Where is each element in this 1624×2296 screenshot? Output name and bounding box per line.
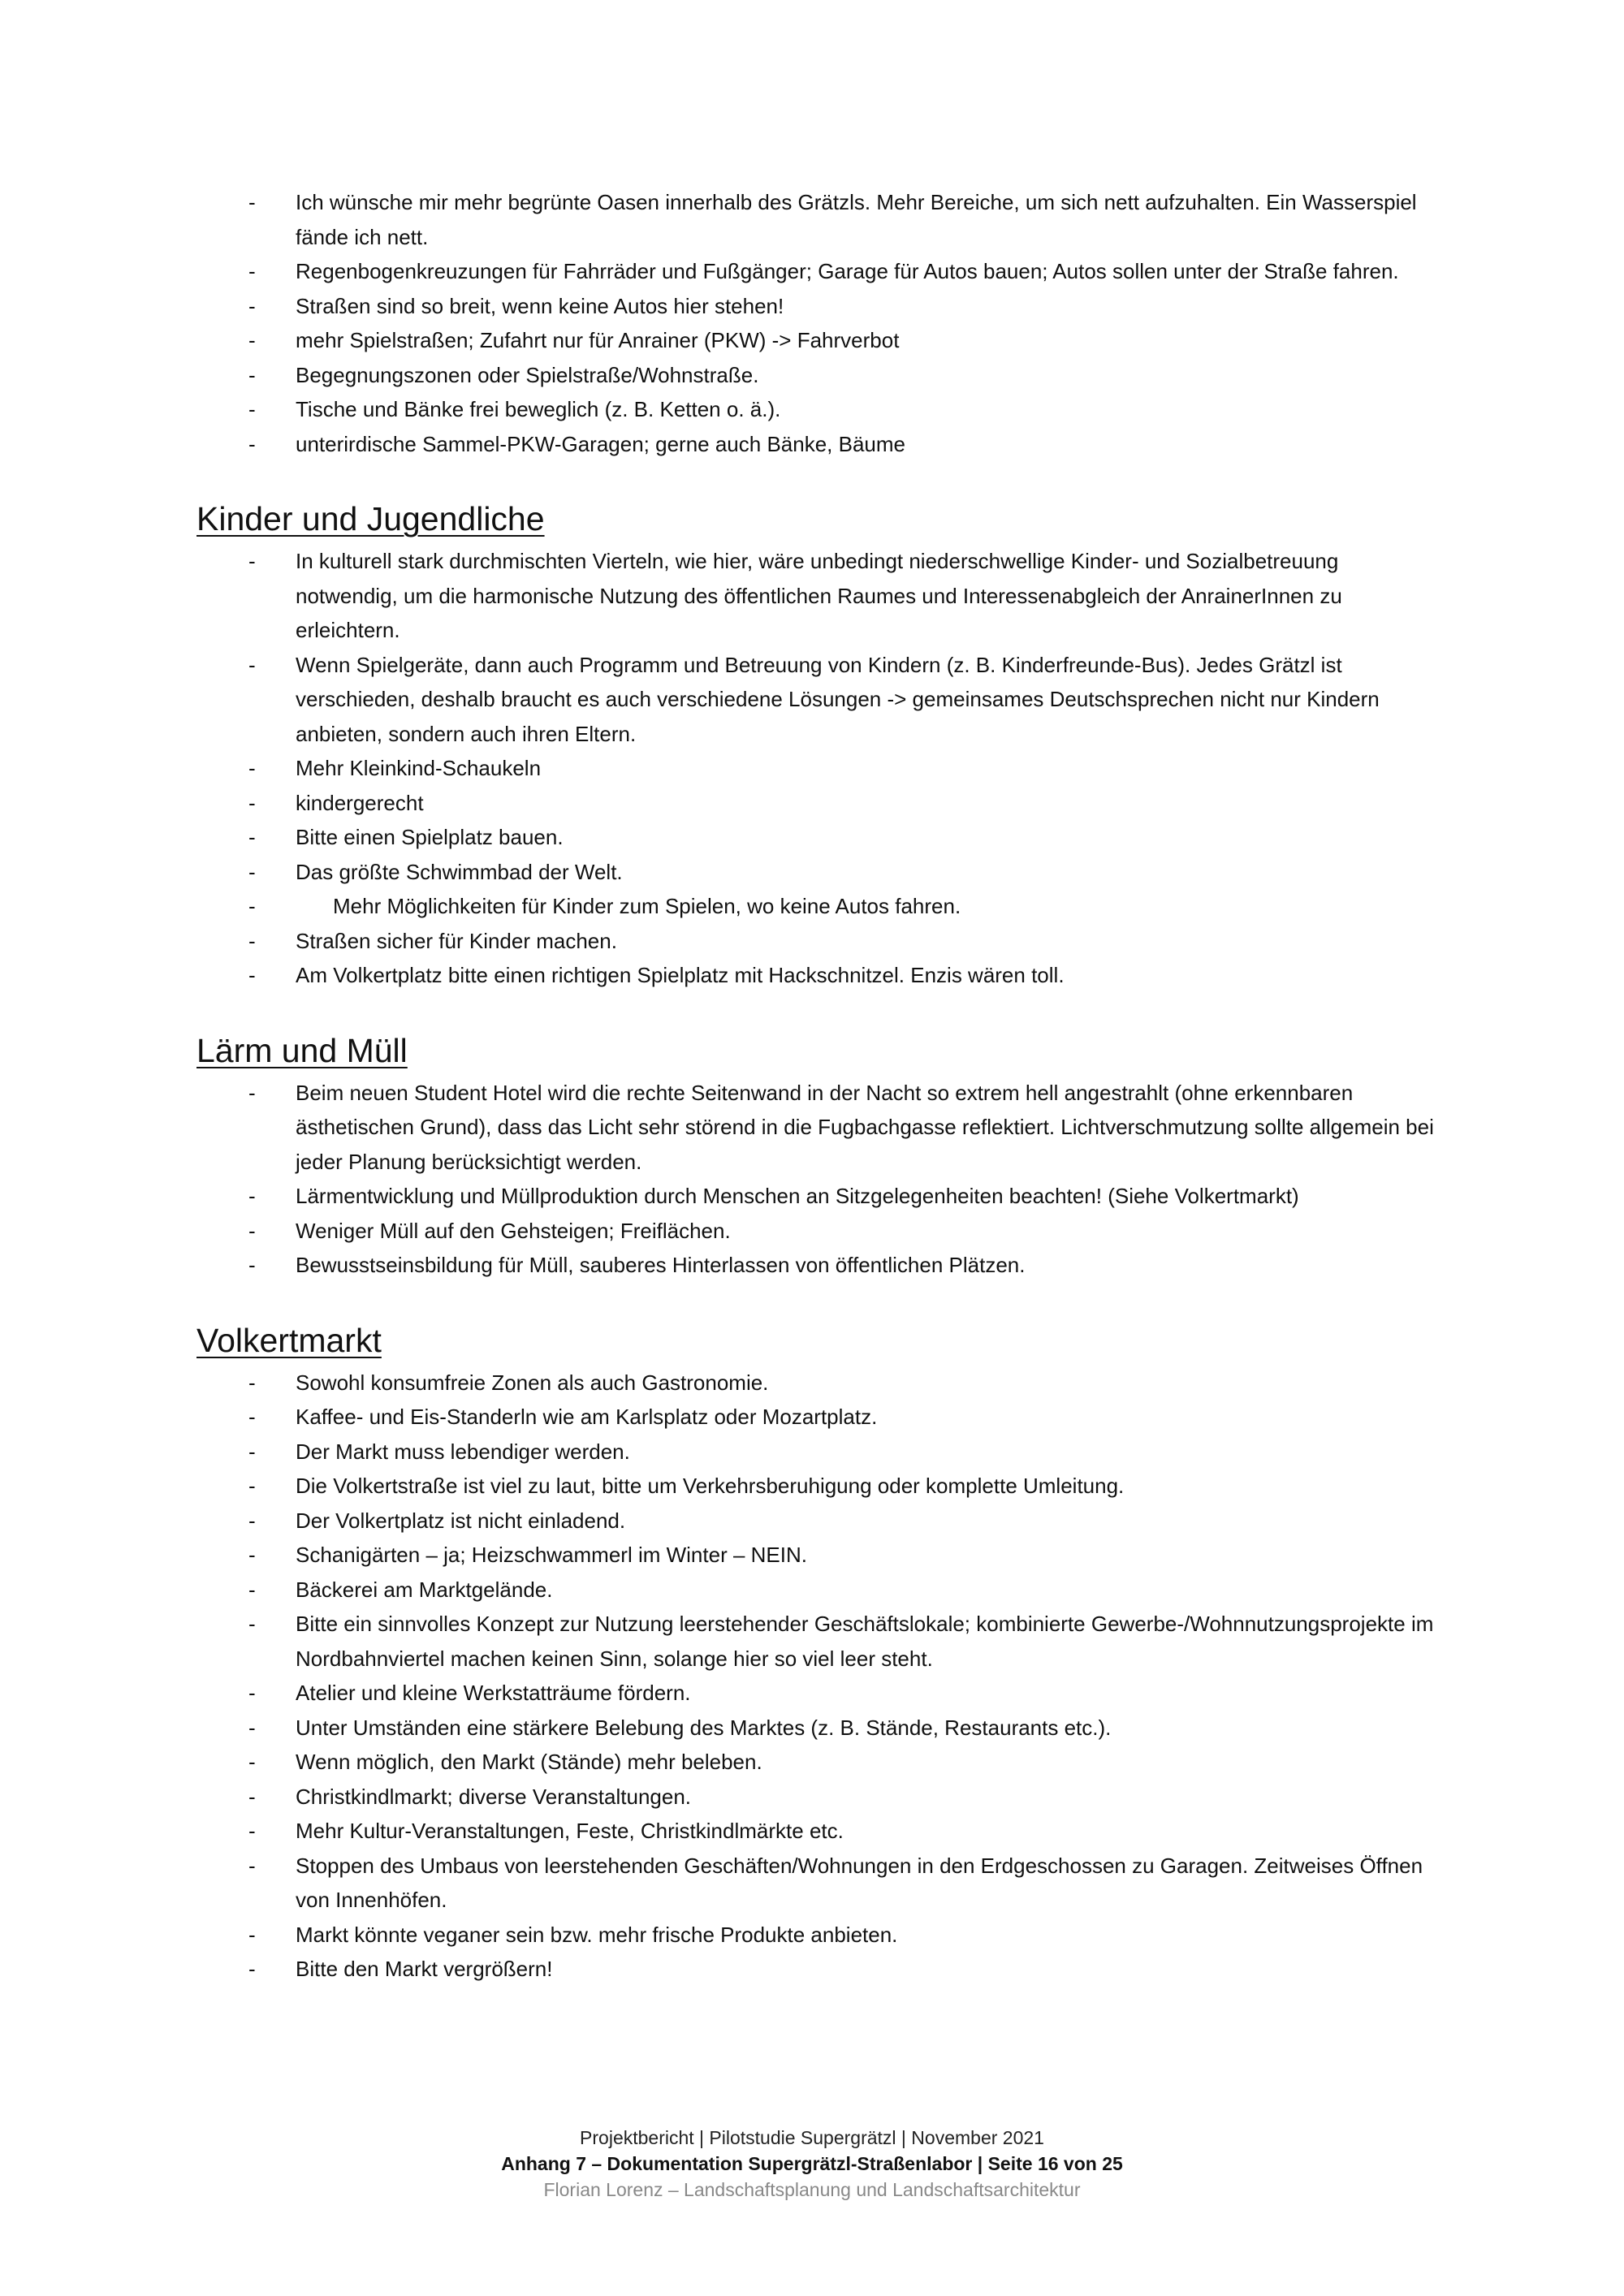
bullet-dash: -	[248, 1508, 256, 1533]
bullet-dash: -	[248, 756, 256, 780]
list-item-text: Wenn Spielgeräte, dann auch Programm und Betreuung von Kindern (z. B. Kinderfreunde-Bus). Jedes Grätzl ist verschieden, deshalb braucht es auch verschiedene Lösungen -> gemeinsames Deutschsprechen nicht nur Kindern anbieten, sondern auch ihren Eltern.	[296, 652, 1380, 746]
bullet-dash: -	[248, 1253, 256, 1277]
list-item-text: Regenbogenkreuzungen für Fahrräder und Fußgänger; Garage für Autos bauen; Autos sollen unter der Straße fahren.	[296, 259, 1399, 283]
list-item	[248, 1745, 1442, 1780]
kinder-jugendliche-list	[0, 544, 1624, 993]
list-item-text: Bitte den Markt vergrößern!	[296, 1957, 553, 1981]
list-item-text: Straßen sind so breit, wenn keine Autos hier stehen!	[296, 293, 784, 318]
footer-project-line: Projektbericht | Pilotstudie Supergrätzl | November 2021	[580, 2127, 1044, 2148]
bullet-dash: -	[248, 431, 256, 456]
intro-list	[0, 185, 1624, 461]
bullet-dash: -	[248, 1784, 256, 1809]
list-item	[248, 1400, 1442, 1435]
list-item-text: Unter Umständen eine stärkere Belebung des Marktes (z. B. Stände, Restaurants etc.).	[296, 1715, 1112, 1740]
list-item-text: Bitte einen Spielplatz bauen.	[296, 825, 564, 849]
list-item	[248, 786, 1442, 821]
list-item	[248, 1849, 1442, 1918]
list-item-text: Mehr Kleinkind-Schaukeln	[296, 756, 542, 780]
list-item-text: Sowohl konsumfreie Zonen als auch Gastronomie.	[296, 1370, 769, 1395]
document-body	[0, 185, 1624, 1987]
bullet-dash: -	[248, 894, 256, 918]
list-item-text: Die Volkertstraße ist viel zu laut, bitte um Verkehrsberuhigung oder komplette Umleitung.	[296, 1474, 1125, 1498]
bullet-dash: -	[248, 1474, 256, 1498]
bullet-dash: -	[248, 1080, 256, 1105]
list-item-text: Wenn möglich, den Markt (Stände) mehr beleben.	[296, 1750, 762, 1774]
list-item-text: Mehr Möglichkeiten für Kinder zum Spielen, wo keine Autos fahren.	[333, 894, 961, 918]
list-item	[248, 1780, 1442, 1815]
list-item-text: Weniger Müll auf den Gehsteigen; Freiflächen.	[296, 1218, 731, 1243]
list-item	[248, 1179, 1442, 1214]
list-item-text: Der Markt muss lebendiger werden.	[296, 1439, 630, 1464]
bullet-dash: -	[248, 825, 256, 849]
list-item	[248, 1248, 1442, 1283]
list-item	[248, 1607, 1442, 1676]
list-item	[248, 1214, 1442, 1249]
bullet-dash: -	[248, 1439, 256, 1464]
list-item	[248, 427, 1442, 462]
list-item	[248, 958, 1442, 993]
bullet-dash: -	[248, 963, 256, 987]
bullet-dash: -	[248, 1853, 256, 1878]
list-item	[248, 254, 1442, 289]
list-item-text: Straßen sicher für Kinder machen.	[296, 928, 617, 953]
bullet-dash: -	[248, 549, 256, 573]
bullet-dash: -	[248, 190, 256, 214]
list-item	[248, 1538, 1442, 1573]
section-heading-volkertmarkt: Volkertmarkt	[197, 1321, 382, 1359]
bullet-dash: -	[248, 328, 256, 352]
list-item	[248, 855, 1442, 890]
bullet-dash: -	[248, 1218, 256, 1243]
list-item	[248, 924, 1442, 959]
list-item	[248, 1711, 1442, 1746]
list-item-text: Das größte Schwimmbad der Welt.	[296, 859, 623, 884]
list-item	[248, 1469, 1442, 1504]
footer-author-line: Florian Lorenz – Landschaftsplanung und Landschaftsarchitektur	[543, 2179, 1081, 2200]
list-item-text: Kaffee- und Eis-Standerln wie am Karlsplatz oder Mozartplatz.	[296, 1405, 878, 1429]
list-item-text: Bewusstseinsbildung für Müll, sauberes Hinterlassen von öffentlichen Plätzen.	[296, 1253, 1026, 1277]
section-heading-kinder-jugendliche: Kinder und Jugendliche	[197, 500, 545, 537]
bullet-dash: -	[248, 1405, 256, 1429]
page-footer	[0, 2125, 1624, 2203]
list-item	[248, 1676, 1442, 1711]
bullet-dash: -	[248, 1612, 256, 1636]
list-item	[248, 1918, 1442, 1953]
list-item-text: Stoppen des Umbaus von leerstehenden Geschäften/Wohnungen in den Erdgeschossen zu Garagen. Zeitweises Öffnen von Innenhöfen.	[296, 1853, 1423, 1912]
list-item	[248, 820, 1442, 855]
list-item	[248, 1952, 1442, 1987]
list-item-text: Begegnungszonen oder Spielstraße/Wohnstraße.	[296, 362, 759, 387]
bullet-dash: -	[248, 859, 256, 884]
list-item	[248, 185, 1442, 254]
bullet-dash: -	[248, 1370, 256, 1395]
list-item-text: In kulturell stark durchmischten Vierteln, wie hier, wäre unbedingt niederschwellige Kinder- und Sozialbetreuung notwendig, um die harmonische Nutzung des öffentlichen Raumes und Interessenabgleich der AnrainerInnen zu erleichtern.	[296, 549, 1342, 642]
list-item-text: Schanigärten – ja; Heizschwammerl im Winter – NEIN.	[296, 1543, 807, 1567]
list-item	[248, 889, 1442, 924]
bullet-dash: -	[248, 1681, 256, 1705]
list-item	[248, 1814, 1442, 1849]
list-item-text: Tische und Bänke frei beweglich (z. B. Ketten o. ä.).	[296, 397, 781, 421]
list-item-text: Markt könnte veganer sein bzw. mehr frische Produkte anbieten.	[296, 1922, 898, 1947]
list-item	[248, 1366, 1442, 1400]
list-item	[248, 648, 1442, 752]
list-item-text: Lärmentwicklung und Müllproduktion durch Menschen an Sitzgelegenheiten beachten! (Siehe Volkertmarkt)	[296, 1184, 1299, 1208]
bullet-dash: -	[248, 790, 256, 815]
section-heading-laerm-muell: Lärm und Müll	[197, 1031, 408, 1069]
list-item	[248, 1076, 1442, 1180]
bullet-dash: -	[248, 1922, 256, 1947]
laerm-muell-list	[0, 1076, 1624, 1283]
footer-appendix-line: Anhang 7 – Dokumentation Supergrätzl-Straßenlabor | Seite 16 von 25	[501, 2153, 1123, 2174]
list-item	[248, 544, 1442, 648]
bullet-dash: -	[248, 293, 256, 318]
list-item-text: kindergerecht	[296, 790, 424, 815]
bullet-dash: -	[248, 362, 256, 387]
bullet-dash: -	[248, 259, 256, 283]
bullet-dash: -	[248, 1184, 256, 1208]
bullet-dash: -	[248, 1750, 256, 1774]
volkertmarkt-list	[0, 1366, 1624, 1987]
bullet-dash: -	[248, 397, 256, 421]
list-item	[248, 392, 1442, 427]
list-item-text: Ich wünsche mir mehr begrünte Oasen innerhalb des Grätzls. Mehr Bereiche, um sich nett aufzuhalten. Ein Wasserspiel fände ich nett.	[296, 190, 1417, 249]
list-item-text: Mehr Kultur-Veranstaltungen, Feste, Christkindlmärkte etc.	[296, 1819, 844, 1843]
list-item	[248, 289, 1442, 324]
list-item-text: mehr Spielstraßen; Zufahrt nur für Anrainer (PKW) -> Fahrverbot	[296, 328, 900, 352]
list-item	[248, 1504, 1442, 1539]
list-item-text: unterirdische Sammel-PKW-Garagen; gerne auch Bänke, Bäume	[296, 431, 906, 456]
bullet-dash: -	[248, 928, 256, 953]
bullet-dash: -	[248, 652, 256, 677]
list-item-text: Bitte ein sinnvolles Konzept zur Nutzung leerstehender Geschäftslokale; kombinierte Gewerbe-/Wohnnutzungsprojekte im Nordbahnviertel machen keinen Sinn, solange hier so viel leer steht.	[296, 1612, 1434, 1671]
list-item	[248, 358, 1442, 393]
bullet-dash: -	[248, 1543, 256, 1567]
bullet-dash: -	[248, 1577, 256, 1602]
list-item	[248, 1573, 1442, 1608]
list-item-text: Beim neuen Student Hotel wird die rechte Seitenwand in der Nacht so extrem hell angestrahlt (ohne erkennbaren ästhetischen Grund), dass das Licht sehr störend in die Fugbachgasse reflektiert. Lichtverschmutzung sollte allgemein bei jeder Planung berücksichtigt werden.	[296, 1080, 1434, 1174]
list-item-text: Der Volkertplatz ist nicht einladend.	[296, 1508, 626, 1533]
bullet-dash: -	[248, 1957, 256, 1981]
list-item-text: Christkindlmarkt; diverse Veranstaltungen.	[296, 1784, 692, 1809]
bullet-dash: -	[248, 1819, 256, 1843]
list-item	[248, 323, 1442, 358]
list-item	[248, 751, 1442, 786]
bullet-dash: -	[248, 1715, 256, 1740]
list-item-text: Am Volkertplatz bitte einen richtigen Spielplatz mit Hackschnitzel. Enzis wären toll.	[296, 963, 1065, 987]
list-item-text: Atelier und kleine Werkstatträume fördern.	[296, 1681, 691, 1705]
list-item-text: Bäckerei am Marktgelände.	[296, 1577, 553, 1602]
list-item	[248, 1435, 1442, 1470]
